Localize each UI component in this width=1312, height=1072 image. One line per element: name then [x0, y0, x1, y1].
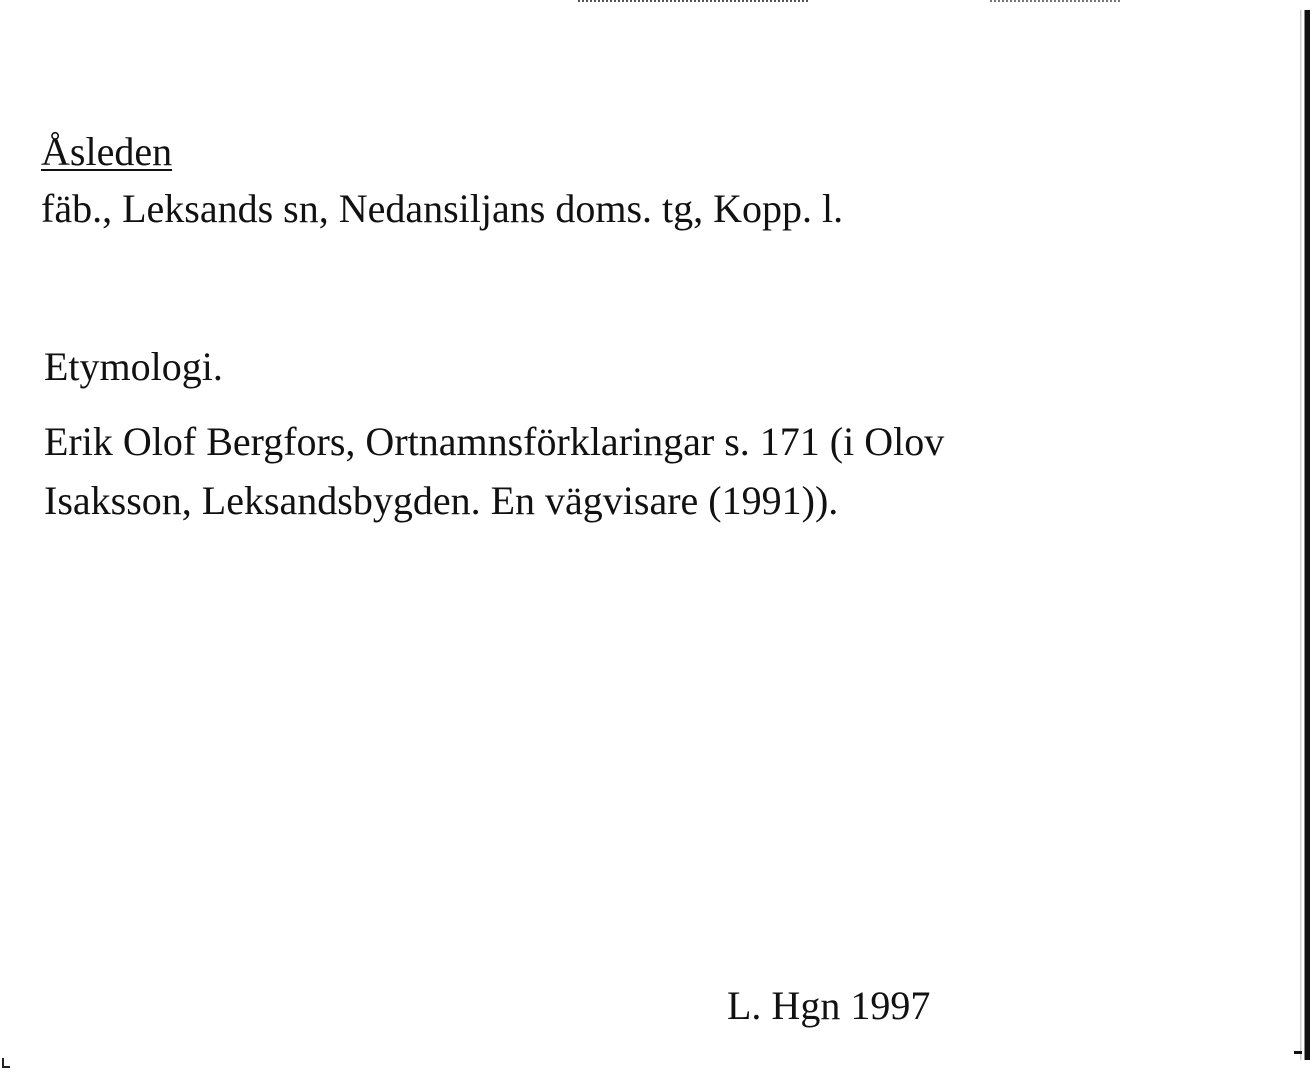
etymology-heading: Etymologi.: [44, 344, 223, 389]
headword: Åsleden: [41, 129, 173, 174]
scan-artifact-corner: [2, 1058, 10, 1068]
signature: L. Hgn 1997: [727, 983, 931, 1028]
card-edge-tick: [1294, 1051, 1302, 1054]
scan-artifact-top-right: [990, 0, 1120, 5]
card-right-edge: [1300, 10, 1310, 1060]
source-line-1: Erik Olof Bergfors, Ortnamnsförklaringar s. 171 (i Olov: [44, 419, 945, 464]
location-line: fäb., Leksands sn, Nedansiljans doms. tg, Kopp. l.: [41, 186, 844, 231]
scan-artifact-top: [578, 0, 808, 5]
source-line-2: Isaksson, Leksandsbygden. En vägvisare (1991)).: [44, 478, 839, 523]
